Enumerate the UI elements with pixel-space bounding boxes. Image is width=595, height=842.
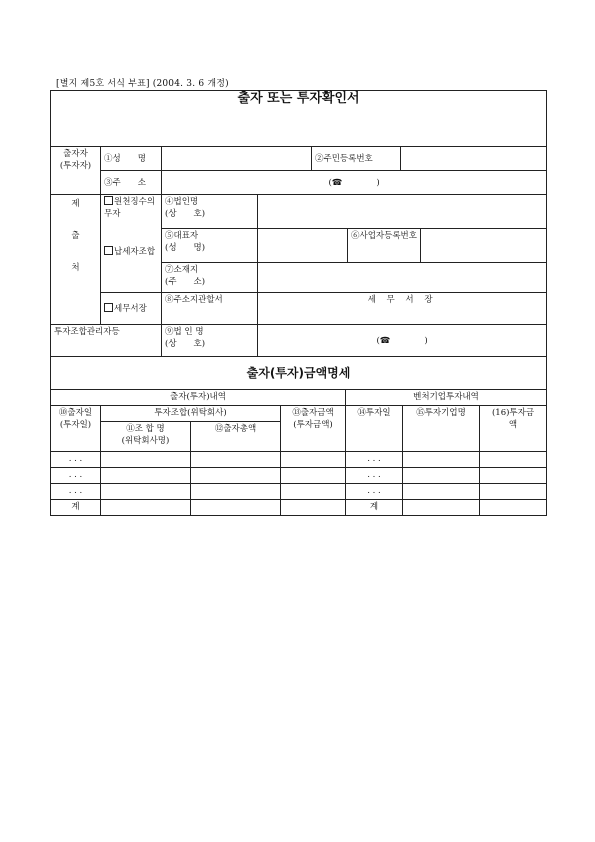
col-company-header: ⑮투자기업명 [403, 406, 480, 452]
row-union-total[interactable] [191, 468, 281, 484]
row-union-total[interactable] [191, 452, 281, 468]
tax-office-field[interactable]: 세 무 서 장 [258, 293, 547, 325]
total-label-left: 계 [51, 500, 101, 516]
row-company[interactable] [403, 452, 480, 468]
row-invest-date[interactable]: . . . [346, 468, 403, 484]
manager-corp-text: ⑨법 인 명 [165, 327, 204, 337]
union-label: 납세자조합 [114, 247, 156, 257]
name-label: ①성 명 [101, 147, 162, 171]
location-label [162, 263, 258, 293]
corp-name-text: ④법인명 [165, 197, 199, 207]
manager-corp-field[interactable] [258, 325, 547, 357]
manager-phone: (☎ ) [376, 335, 428, 346]
row-company[interactable] [403, 468, 480, 484]
manager-corp-sub: (상 호) [165, 339, 206, 349]
bizno-field[interactable] [421, 229, 547, 263]
row-union-total[interactable] [191, 484, 281, 500]
detail-title: 출자(투자)금액명세 [51, 357, 547, 390]
address-label: ③주 소 [101, 171, 162, 195]
issuer-type-cell [101, 195, 162, 293]
row-invest-amount[interactable] [480, 484, 547, 500]
form-upper-table [50, 90, 547, 357]
total-row [51, 500, 547, 516]
table-row [51, 468, 547, 484]
bizno-label: ⑥사업자등록번호 [348, 229, 421, 263]
row-date[interactable]: . . . [51, 484, 101, 500]
row-amount[interactable] [281, 452, 346, 468]
withholding-label: 원천징수의무자 [104, 197, 156, 219]
row-invest-date[interactable]: . . . [346, 452, 403, 468]
col-union-total-header: ⑫출자총액 [191, 422, 281, 452]
issuer-section-label [51, 195, 101, 325]
corp-name-label [162, 195, 258, 229]
table-row [51, 484, 547, 500]
form-title: 출자 또는 투자확인서 [51, 91, 547, 147]
left-group-header: 출자(투자)내역 [51, 390, 346, 406]
union-option[interactable] [104, 246, 158, 258]
row-company[interactable] [403, 484, 480, 500]
manager-corp-label [162, 325, 258, 357]
tax-office-option[interactable] [101, 293, 162, 325]
row-invest-amount[interactable] [480, 452, 547, 468]
jurisdiction-label: ⑧주소지관할서 [162, 293, 258, 325]
row-date[interactable]: . . . [51, 468, 101, 484]
rep-label [162, 229, 258, 263]
union-checkbox[interactable] [104, 246, 113, 255]
row-date[interactable]: . . . [51, 452, 101, 468]
right-group-header: 벤처기업투자내역 [346, 390, 547, 406]
row-amount[interactable] [281, 484, 346, 500]
col-amount-header: ⑬출자금액 (투자금액) [281, 406, 346, 452]
rep-sub: (성 명) [165, 243, 206, 253]
corp-name-sub: (상 호) [165, 209, 206, 219]
rrn-label: ②주민등록번호 [312, 147, 401, 171]
col-union-name-header: ⑪조 합 명 (위탁회사명) [101, 422, 191, 452]
location-sub: (주 소) [165, 277, 206, 287]
location-text: ⑦소재지 [165, 265, 199, 275]
col-union-header: 투자조합(위탁회사) [101, 406, 281, 422]
withholding-option[interactable] [104, 196, 158, 220]
tax-office-label: 세무서장 [114, 303, 147, 314]
rep-field[interactable] [258, 229, 348, 263]
form-note: [별지 제5호 서식 부표] (2004. 3. 6 개정) [56, 79, 229, 89]
confirmation-form [50, 90, 552, 516]
address-phone: (☎ ) [328, 177, 380, 188]
row-union-name[interactable] [101, 452, 191, 468]
detail-table [50, 356, 552, 516]
total-union-name[interactable] [101, 500, 191, 516]
row-invest-date[interactable]: . . . [346, 484, 403, 500]
issuer-char-3: 처 [71, 263, 80, 273]
corp-name-field[interactable] [258, 195, 547, 229]
location-field[interactable] [258, 263, 547, 293]
total-amount[interactable] [281, 500, 346, 516]
withholding-checkbox[interactable] [104, 196, 113, 205]
total-invest-amount[interactable] [480, 500, 547, 516]
row-amount[interactable] [281, 468, 346, 484]
col-invest-amount-header: (16)투자금 액 [480, 406, 547, 452]
col-invest-date-header: ⑭투자일 [346, 406, 403, 452]
row-union-name[interactable] [101, 484, 191, 500]
rep-text: ⑤대표자 [165, 231, 199, 241]
tax-office-checkbox[interactable] [104, 303, 113, 312]
total-union-total[interactable] [191, 500, 281, 516]
total-company[interactable] [403, 500, 480, 516]
address-field[interactable] [162, 171, 547, 195]
name-field[interactable] [162, 147, 312, 171]
row-union-name[interactable] [101, 468, 191, 484]
row-invest-amount[interactable] [480, 468, 547, 484]
col-date-header: ⑩출자일 (투자일) [51, 406, 101, 452]
total-label-right: 계 [346, 500, 403, 516]
issuer-char-1: 제 [71, 199, 80, 209]
manager-label: 투자조합관리자등 [51, 325, 162, 357]
investor-section-label: 출자자 (투자자) [51, 147, 101, 195]
issuer-char-2: 출 [71, 231, 80, 241]
rrn-field[interactable] [401, 147, 547, 171]
table-row [51, 452, 547, 468]
